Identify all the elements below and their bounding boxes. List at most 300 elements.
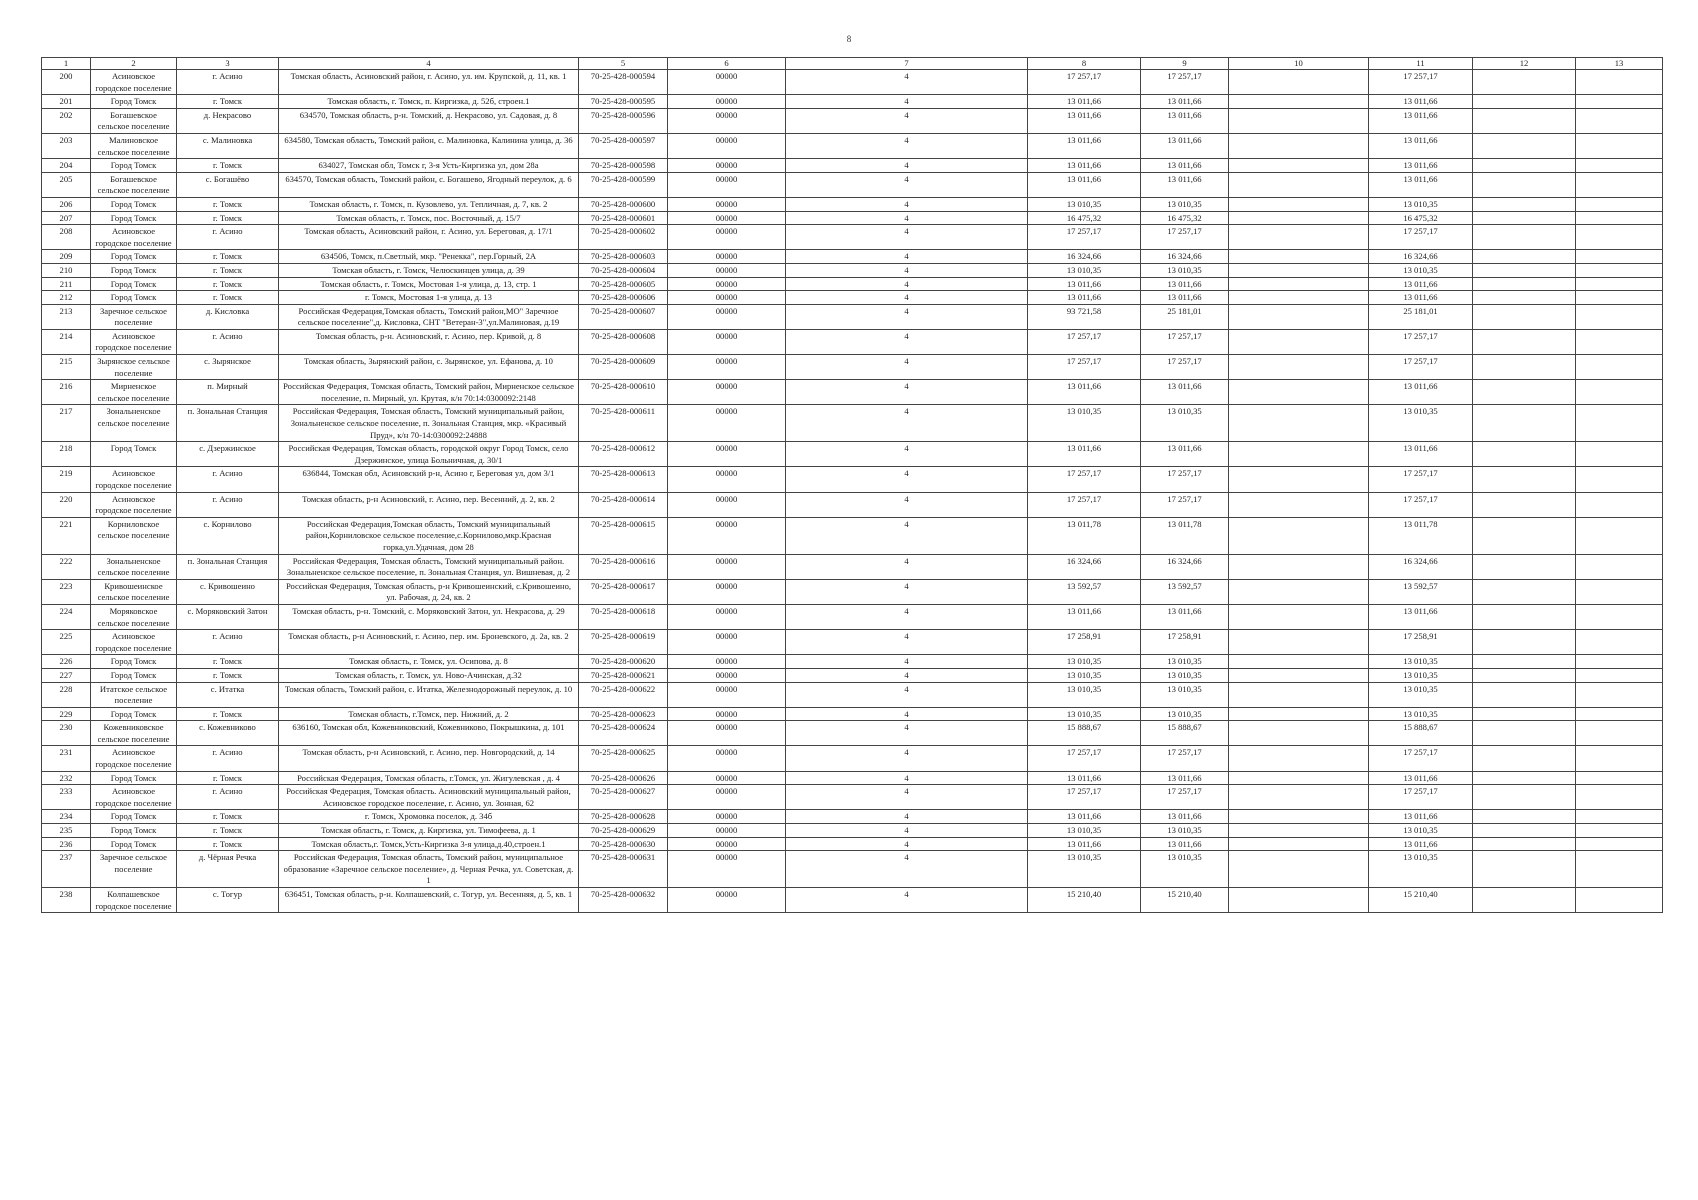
cell-municipality: Асиновское городское поселение bbox=[91, 785, 177, 810]
cell-amount-13 bbox=[1576, 225, 1663, 250]
cell-amount-9: 13 011,66 bbox=[1141, 380, 1229, 405]
cell-amount-11: 13 011,66 bbox=[1369, 810, 1473, 824]
cell-amount-10 bbox=[1229, 824, 1369, 838]
cell-address: 634570, Томская область, Томский район, с. Богашево, Ягодный переулок, д. 6 bbox=[279, 172, 579, 197]
cell-registry-code: 70-25-428-000607 bbox=[579, 304, 668, 329]
cell-category: 4 bbox=[786, 824, 1028, 838]
cell-category: 4 bbox=[786, 771, 1028, 785]
cell-amount-8: 13 010,35 bbox=[1028, 851, 1141, 888]
cell-amount-8: 13 011,66 bbox=[1028, 380, 1141, 405]
cell-code: 00000 bbox=[668, 291, 786, 305]
cell-registry-code: 70-25-428-000629 bbox=[579, 824, 668, 838]
cell-code: 00000 bbox=[668, 225, 786, 250]
cell-amount-11: 13 010,35 bbox=[1369, 707, 1473, 721]
cell-code: 00000 bbox=[668, 824, 786, 838]
cell-category: 4 bbox=[786, 355, 1028, 380]
cell-amount-8: 16 475,32 bbox=[1028, 211, 1141, 225]
cell-amount-13 bbox=[1576, 492, 1663, 517]
cell-category: 4 bbox=[786, 888, 1028, 913]
cell-settlement: с. Моряковский Затон bbox=[177, 604, 279, 629]
table-row bbox=[42, 197, 1663, 211]
table-row bbox=[42, 837, 1663, 851]
cell-municipality: Город Томск bbox=[91, 211, 177, 225]
cell-municipality: Город Томск bbox=[91, 95, 177, 109]
cell-code: 00000 bbox=[668, 746, 786, 771]
cell-amount-12 bbox=[1473, 197, 1576, 211]
cell-code: 00000 bbox=[668, 405, 786, 442]
cell-row-number: 221 bbox=[42, 517, 91, 554]
cell-settlement: д. Чёрная Речка bbox=[177, 851, 279, 888]
cell-municipality: Город Томск bbox=[91, 277, 177, 291]
column-header: 6 bbox=[668, 58, 786, 70]
cell-settlement: г. Асино bbox=[177, 467, 279, 492]
cell-row-number: 205 bbox=[42, 172, 91, 197]
cell-category: 4 bbox=[786, 159, 1028, 173]
cell-amount-13 bbox=[1576, 108, 1663, 133]
cell-amount-13 bbox=[1576, 630, 1663, 655]
cell-settlement: п. Зональная Станция bbox=[177, 554, 279, 579]
cell-address: Томская область, Асиновский район, г. Асино, ул. им. Крупской, д. 11, кв. 1 bbox=[279, 70, 579, 95]
cell-amount-10 bbox=[1229, 263, 1369, 277]
column-header: 3 bbox=[177, 58, 279, 70]
cell-registry-code: 70-25-428-000611 bbox=[579, 405, 668, 442]
cell-registry-code: 70-25-428-000610 bbox=[579, 380, 668, 405]
cell-amount-12 bbox=[1473, 746, 1576, 771]
cell-amount-13 bbox=[1576, 197, 1663, 211]
cell-amount-11: 17 257,17 bbox=[1369, 492, 1473, 517]
cell-row-number: 201 bbox=[42, 95, 91, 109]
cell-amount-10 bbox=[1229, 250, 1369, 264]
cell-amount-11: 13 011,66 bbox=[1369, 380, 1473, 405]
cell-amount-11: 13 011,66 bbox=[1369, 442, 1473, 467]
cell-municipality: Асиновское городское поселение bbox=[91, 467, 177, 492]
cell-settlement: с. Итатка bbox=[177, 682, 279, 707]
cell-code: 00000 bbox=[668, 785, 786, 810]
cell-amount-8: 13 011,66 bbox=[1028, 133, 1141, 158]
cell-category: 4 bbox=[786, 291, 1028, 305]
cell-amount-8: 13 010,35 bbox=[1028, 707, 1141, 721]
cell-address: Российская Федерация, Томская область, Томский муниципальный район. Зональненское сельское поселение, п. Зональная Станция, ул. Вишневая, д. 2 bbox=[279, 554, 579, 579]
table-row bbox=[42, 277, 1663, 291]
cell-row-number: 232 bbox=[42, 771, 91, 785]
cell-municipality: Город Томск bbox=[91, 707, 177, 721]
cell-municipality: Город Томск bbox=[91, 771, 177, 785]
cell-address: Российская Федерация, Томская область, р-н Кривошеинский, с.Кривошеино, ул. Рабочая, д. 24, кв. 2 bbox=[279, 579, 579, 604]
cell-municipality: Заречное сельское поселение bbox=[91, 851, 177, 888]
cell-amount-11: 17 257,17 bbox=[1369, 785, 1473, 810]
cell-registry-code: 70-25-428-000594 bbox=[579, 70, 668, 95]
cell-row-number: 200 bbox=[42, 70, 91, 95]
cell-amount-12 bbox=[1473, 554, 1576, 579]
cell-amount-9: 17 257,17 bbox=[1141, 329, 1229, 354]
cell-amount-8: 13 011,66 bbox=[1028, 277, 1141, 291]
cell-amount-11: 17 257,17 bbox=[1369, 225, 1473, 250]
cell-amount-10 bbox=[1229, 554, 1369, 579]
cell-amount-10 bbox=[1229, 492, 1369, 517]
cell-address: Томская область, г. Томск, ул. Ново-Ачинская, д.32 bbox=[279, 668, 579, 682]
cell-amount-12 bbox=[1473, 604, 1576, 629]
cell-address: 636844, Томская обл, Асиновский р-н, Асино г, Береговая ул, дом 3/1 bbox=[279, 467, 579, 492]
cell-settlement: г. Асино bbox=[177, 630, 279, 655]
cell-amount-13 bbox=[1576, 824, 1663, 838]
cell-address: 636451, Томская область, р-н. Колпашевский, с. Тогур, ул. Весенняя, д. 5, кв. 1 bbox=[279, 888, 579, 913]
cell-amount-11: 13 010,35 bbox=[1369, 851, 1473, 888]
table-row bbox=[42, 721, 1663, 746]
cell-address: Российская Федерация, Томская область. Асиновский муниципальный район, Асиновское городское поселение, г. Асино, ул. Зонная, 62 bbox=[279, 785, 579, 810]
cell-municipality: Город Томск bbox=[91, 837, 177, 851]
cell-amount-13 bbox=[1576, 291, 1663, 305]
cell-amount-10 bbox=[1229, 329, 1369, 354]
cell-municipality: Зырянское сельское поселение bbox=[91, 355, 177, 380]
cell-amount-10 bbox=[1229, 355, 1369, 380]
cell-municipality: Город Томск bbox=[91, 159, 177, 173]
cell-category: 4 bbox=[786, 837, 1028, 851]
cell-amount-13 bbox=[1576, 380, 1663, 405]
cell-category: 4 bbox=[786, 277, 1028, 291]
cell-registry-code: 70-25-428-000620 bbox=[579, 655, 668, 669]
cell-amount-10 bbox=[1229, 159, 1369, 173]
cell-amount-9: 17 257,17 bbox=[1141, 492, 1229, 517]
cell-municipality: Корниловское сельское поселение bbox=[91, 517, 177, 554]
cell-code: 00000 bbox=[668, 655, 786, 669]
cell-amount-11: 17 257,17 bbox=[1369, 355, 1473, 380]
cell-code: 00000 bbox=[668, 467, 786, 492]
cell-row-number: 229 bbox=[42, 707, 91, 721]
cell-registry-code: 70-25-428-000603 bbox=[579, 250, 668, 264]
cell-amount-8: 93 721,58 bbox=[1028, 304, 1141, 329]
table-row bbox=[42, 467, 1663, 492]
table-body bbox=[42, 70, 1663, 913]
cell-amount-10 bbox=[1229, 630, 1369, 655]
cell-address: 634027, Томская обл, Томск г, 3-я Усть-Киргизка ул, дом 28а bbox=[279, 159, 579, 173]
cell-category: 4 bbox=[786, 108, 1028, 133]
cell-address: Томская область, Асиновский район, г. Асино, ул. Береговая, д. 17/1 bbox=[279, 225, 579, 250]
cell-amount-9: 13 010,35 bbox=[1141, 824, 1229, 838]
table-row bbox=[42, 329, 1663, 354]
cell-settlement: г. Томск bbox=[177, 277, 279, 291]
cell-address: Томская область, г. Томск, Мостовая 1-я улица, д. 13, стр. 1 bbox=[279, 277, 579, 291]
cell-row-number: 217 bbox=[42, 405, 91, 442]
cell-category: 4 bbox=[786, 604, 1028, 629]
cell-settlement: г. Томск bbox=[177, 810, 279, 824]
cell-category: 4 bbox=[786, 579, 1028, 604]
cell-amount-12 bbox=[1473, 888, 1576, 913]
cell-amount-12 bbox=[1473, 211, 1576, 225]
cell-amount-10 bbox=[1229, 380, 1369, 405]
cell-amount-10 bbox=[1229, 682, 1369, 707]
cell-category: 4 bbox=[786, 250, 1028, 264]
cell-address: Российская Федерация, Томская область, Томский район, Мирненское сельское поселение, п. Мирный, ул. Крутая, к/н 70:14:0300092:2148 bbox=[279, 380, 579, 405]
cell-category: 4 bbox=[786, 668, 1028, 682]
cell-amount-9: 13 010,35 bbox=[1141, 405, 1229, 442]
table-row bbox=[42, 810, 1663, 824]
cell-code: 00000 bbox=[668, 554, 786, 579]
cell-amount-10 bbox=[1229, 517, 1369, 554]
cell-amount-12 bbox=[1473, 771, 1576, 785]
cell-amount-13 bbox=[1576, 405, 1663, 442]
cell-registry-code: 70-25-428-000608 bbox=[579, 329, 668, 354]
cell-settlement: с. Зырянское bbox=[177, 355, 279, 380]
cell-row-number: 203 bbox=[42, 133, 91, 158]
cell-municipality: Город Томск bbox=[91, 197, 177, 211]
cell-amount-11: 13 011,66 bbox=[1369, 133, 1473, 158]
cell-amount-8: 13 010,35 bbox=[1028, 668, 1141, 682]
cell-registry-code: 70-25-428-000596 bbox=[579, 108, 668, 133]
cell-row-number: 208 bbox=[42, 225, 91, 250]
cell-settlement: с. Кожевниково bbox=[177, 721, 279, 746]
cell-amount-12 bbox=[1473, 837, 1576, 851]
cell-amount-9: 13 010,35 bbox=[1141, 682, 1229, 707]
cell-address: Томская область, г. Томск, ул. Осипова, д. 8 bbox=[279, 655, 579, 669]
cell-amount-8: 13 011,66 bbox=[1028, 810, 1141, 824]
column-header: 9 bbox=[1141, 58, 1229, 70]
cell-registry-code: 70-25-428-000623 bbox=[579, 707, 668, 721]
cell-address: Томская область, г. Томск, п. Кузовлево, ул. Тепличная, д. 7, кв. 2 bbox=[279, 197, 579, 211]
cell-amount-9: 13 011,66 bbox=[1141, 133, 1229, 158]
cell-registry-code: 70-25-428-000606 bbox=[579, 291, 668, 305]
cell-category: 4 bbox=[786, 263, 1028, 277]
cell-category: 4 bbox=[786, 329, 1028, 354]
cell-amount-12 bbox=[1473, 380, 1576, 405]
cell-amount-12 bbox=[1473, 824, 1576, 838]
cell-amount-8: 13 010,35 bbox=[1028, 682, 1141, 707]
cell-row-number: 234 bbox=[42, 810, 91, 824]
cell-address: Томская область, г.Томск, пер. Нижний, д. 2 bbox=[279, 707, 579, 721]
cell-code: 00000 bbox=[668, 380, 786, 405]
cell-code: 00000 bbox=[668, 604, 786, 629]
cell-amount-13 bbox=[1576, 810, 1663, 824]
cell-amount-11: 16 324,66 bbox=[1369, 250, 1473, 264]
cell-row-number: 224 bbox=[42, 604, 91, 629]
cell-municipality: Город Томск bbox=[91, 263, 177, 277]
table-row bbox=[42, 554, 1663, 579]
cell-address: 634570, Томская область, р-н. Томский, д. Некрасово, ул. Садовая, д. 8 bbox=[279, 108, 579, 133]
cell-amount-11: 16 475,32 bbox=[1369, 211, 1473, 225]
cell-category: 4 bbox=[786, 655, 1028, 669]
cell-amount-11: 25 181,01 bbox=[1369, 304, 1473, 329]
cell-amount-13 bbox=[1576, 329, 1663, 354]
cell-code: 00000 bbox=[668, 492, 786, 517]
cell-settlement: г. Томск bbox=[177, 291, 279, 305]
cell-amount-9: 13 011,66 bbox=[1141, 108, 1229, 133]
cell-row-number: 230 bbox=[42, 721, 91, 746]
cell-registry-code: 70-25-428-000630 bbox=[579, 837, 668, 851]
cell-amount-10 bbox=[1229, 442, 1369, 467]
table-row bbox=[42, 172, 1663, 197]
cell-settlement: г. Асино bbox=[177, 785, 279, 810]
cell-amount-8: 17 257,17 bbox=[1028, 355, 1141, 380]
cell-amount-9: 17 257,17 bbox=[1141, 467, 1229, 492]
cell-municipality: Мирненское сельское поселение bbox=[91, 380, 177, 405]
cell-amount-13 bbox=[1576, 851, 1663, 888]
cell-registry-code: 70-25-428-000600 bbox=[579, 197, 668, 211]
cell-amount-8: 15 888,67 bbox=[1028, 721, 1141, 746]
cell-amount-13 bbox=[1576, 682, 1663, 707]
cell-amount-9: 13 011,66 bbox=[1141, 442, 1229, 467]
cell-amount-9: 25 181,01 bbox=[1141, 304, 1229, 329]
cell-amount-8: 17 257,17 bbox=[1028, 467, 1141, 492]
cell-municipality: Асиновское городское поселение bbox=[91, 329, 177, 354]
cell-code: 00000 bbox=[668, 197, 786, 211]
cell-amount-10 bbox=[1229, 133, 1369, 158]
cell-amount-10 bbox=[1229, 837, 1369, 851]
cell-row-number: 207 bbox=[42, 211, 91, 225]
cell-category: 4 bbox=[786, 95, 1028, 109]
cell-amount-12 bbox=[1473, 329, 1576, 354]
cell-amount-11: 17 257,17 bbox=[1369, 467, 1473, 492]
table-row bbox=[42, 133, 1663, 158]
cell-amount-8: 13 592,57 bbox=[1028, 579, 1141, 604]
cell-address: Томская область, р-н Асиновский, г. Асино, пер. Весенний, д. 2, кв. 2 bbox=[279, 492, 579, 517]
cell-registry-code: 70-25-428-000609 bbox=[579, 355, 668, 380]
cell-category: 4 bbox=[786, 467, 1028, 492]
cell-row-number: 223 bbox=[42, 579, 91, 604]
cell-amount-12 bbox=[1473, 159, 1576, 173]
cell-amount-8: 13 011,66 bbox=[1028, 159, 1141, 173]
cell-amount-11: 13 011,66 bbox=[1369, 159, 1473, 173]
cell-amount-13 bbox=[1576, 263, 1663, 277]
cell-municipality: Асиновское городское поселение bbox=[91, 630, 177, 655]
table-row bbox=[42, 630, 1663, 655]
cell-address: Томская область, г. Томск, пос. Восточный, д. 15/7 bbox=[279, 211, 579, 225]
cell-amount-10 bbox=[1229, 467, 1369, 492]
table-row bbox=[42, 851, 1663, 888]
table-row bbox=[42, 380, 1663, 405]
cell-amount-8: 13 010,35 bbox=[1028, 655, 1141, 669]
cell-amount-13 bbox=[1576, 579, 1663, 604]
cell-code: 00000 bbox=[668, 707, 786, 721]
cell-amount-9: 16 324,66 bbox=[1141, 250, 1229, 264]
cell-amount-10 bbox=[1229, 785, 1369, 810]
cell-amount-9: 13 010,35 bbox=[1141, 655, 1229, 669]
cell-code: 00000 bbox=[668, 517, 786, 554]
cell-amount-9: 13 010,35 bbox=[1141, 197, 1229, 211]
cell-amount-13 bbox=[1576, 888, 1663, 913]
cell-amount-9: 17 257,17 bbox=[1141, 70, 1229, 95]
cell-amount-12 bbox=[1473, 291, 1576, 305]
cell-amount-9: 16 324,66 bbox=[1141, 554, 1229, 579]
cell-amount-10 bbox=[1229, 172, 1369, 197]
cell-row-number: 218 bbox=[42, 442, 91, 467]
cell-code: 00000 bbox=[668, 304, 786, 329]
cell-amount-12 bbox=[1473, 172, 1576, 197]
cell-registry-code: 70-25-428-000597 bbox=[579, 133, 668, 158]
table-row bbox=[42, 888, 1663, 913]
cell-registry-code: 70-25-428-000628 bbox=[579, 810, 668, 824]
cell-amount-9: 13 011,78 bbox=[1141, 517, 1229, 554]
cell-amount-11: 13 010,35 bbox=[1369, 405, 1473, 442]
cell-amount-8: 13 011,66 bbox=[1028, 442, 1141, 467]
cell-code: 00000 bbox=[668, 579, 786, 604]
cell-amount-9: 16 475,32 bbox=[1141, 211, 1229, 225]
cell-row-number: 225 bbox=[42, 630, 91, 655]
table-row bbox=[42, 668, 1663, 682]
cell-amount-13 bbox=[1576, 604, 1663, 629]
cell-amount-12 bbox=[1473, 70, 1576, 95]
cell-address: Томская область, р-н Асиновский, г. Асино, пер. им. Броневского, д. 2а, кв. 2 bbox=[279, 630, 579, 655]
cell-row-number: 219 bbox=[42, 467, 91, 492]
cell-code: 00000 bbox=[668, 70, 786, 95]
cell-municipality: Богашевское сельское поселение bbox=[91, 172, 177, 197]
cell-registry-code: 70-25-428-000625 bbox=[579, 746, 668, 771]
cell-amount-9: 17 257,17 bbox=[1141, 225, 1229, 250]
cell-code: 00000 bbox=[668, 682, 786, 707]
cell-municipality: Асиновское городское поселение bbox=[91, 225, 177, 250]
cell-amount-8: 13 011,66 bbox=[1028, 837, 1141, 851]
cell-amount-10 bbox=[1229, 197, 1369, 211]
cell-amount-12 bbox=[1473, 442, 1576, 467]
cell-amount-12 bbox=[1473, 467, 1576, 492]
cell-municipality: Город Томск bbox=[91, 655, 177, 669]
cell-amount-9: 17 257,17 bbox=[1141, 746, 1229, 771]
table-row bbox=[42, 682, 1663, 707]
cell-code: 00000 bbox=[668, 721, 786, 746]
cell-code: 00000 bbox=[668, 263, 786, 277]
cell-code: 00000 bbox=[668, 851, 786, 888]
cell-row-number: 222 bbox=[42, 554, 91, 579]
cell-amount-8: 16 324,66 bbox=[1028, 554, 1141, 579]
cell-amount-13 bbox=[1576, 172, 1663, 197]
cell-municipality: Моряковское сельское поселение bbox=[91, 604, 177, 629]
cell-row-number: 204 bbox=[42, 159, 91, 173]
cell-amount-12 bbox=[1473, 304, 1576, 329]
cell-address: Томская область, Томский район, с. Итатка, Железнодорожный переулок, д. 10 bbox=[279, 682, 579, 707]
cell-amount-8: 13 011,66 bbox=[1028, 108, 1141, 133]
cell-amount-8: 13 011,78 bbox=[1028, 517, 1141, 554]
cell-amount-10 bbox=[1229, 888, 1369, 913]
cell-amount-11: 13 010,35 bbox=[1369, 197, 1473, 211]
cell-registry-code: 70-25-428-000631 bbox=[579, 851, 668, 888]
cell-settlement: г. Асино bbox=[177, 492, 279, 517]
cell-row-number: 202 bbox=[42, 108, 91, 133]
cell-row-number: 236 bbox=[42, 837, 91, 851]
cell-address: г. Томск, Хромовка поселок, д. 34б bbox=[279, 810, 579, 824]
cell-amount-11: 13 011,66 bbox=[1369, 291, 1473, 305]
cell-amount-10 bbox=[1229, 304, 1369, 329]
cell-amount-10 bbox=[1229, 405, 1369, 442]
cell-code: 00000 bbox=[668, 771, 786, 785]
cell-amount-8: 17 257,17 bbox=[1028, 70, 1141, 95]
cell-category: 4 bbox=[786, 554, 1028, 579]
cell-row-number: 233 bbox=[42, 785, 91, 810]
cell-category: 4 bbox=[786, 70, 1028, 95]
cell-amount-12 bbox=[1473, 785, 1576, 810]
cell-address: Томская область, р-н Асиновский, г. Асино, пер. Новгородский, д. 14 bbox=[279, 746, 579, 771]
cell-amount-11: 15 210,40 bbox=[1369, 888, 1473, 913]
cell-settlement: с. Корнилово bbox=[177, 517, 279, 554]
table-row bbox=[42, 250, 1663, 264]
cell-municipality: Город Томск bbox=[91, 291, 177, 305]
cell-address: Томская область, р-н. Асиновский, г. Асино, пер. Кривой, д. 8 bbox=[279, 329, 579, 354]
cell-registry-code: 70-25-428-000612 bbox=[579, 442, 668, 467]
cell-amount-12 bbox=[1473, 579, 1576, 604]
data-table bbox=[41, 57, 1663, 913]
table-row bbox=[42, 492, 1663, 517]
cell-amount-13 bbox=[1576, 655, 1663, 669]
cell-code: 00000 bbox=[668, 133, 786, 158]
cell-amount-11: 13 011,66 bbox=[1369, 771, 1473, 785]
cell-amount-12 bbox=[1473, 108, 1576, 133]
cell-amount-11: 13 011,66 bbox=[1369, 277, 1473, 291]
cell-registry-code: 70-25-428-000599 bbox=[579, 172, 668, 197]
cell-amount-9: 13 011,66 bbox=[1141, 172, 1229, 197]
cell-amount-10 bbox=[1229, 851, 1369, 888]
cell-amount-13 bbox=[1576, 517, 1663, 554]
cell-registry-code: 70-25-428-000614 bbox=[579, 492, 668, 517]
cell-amount-11: 13 011,66 bbox=[1369, 108, 1473, 133]
cell-amount-11: 13 011,66 bbox=[1369, 95, 1473, 109]
cell-registry-code: 70-25-428-000602 bbox=[579, 225, 668, 250]
